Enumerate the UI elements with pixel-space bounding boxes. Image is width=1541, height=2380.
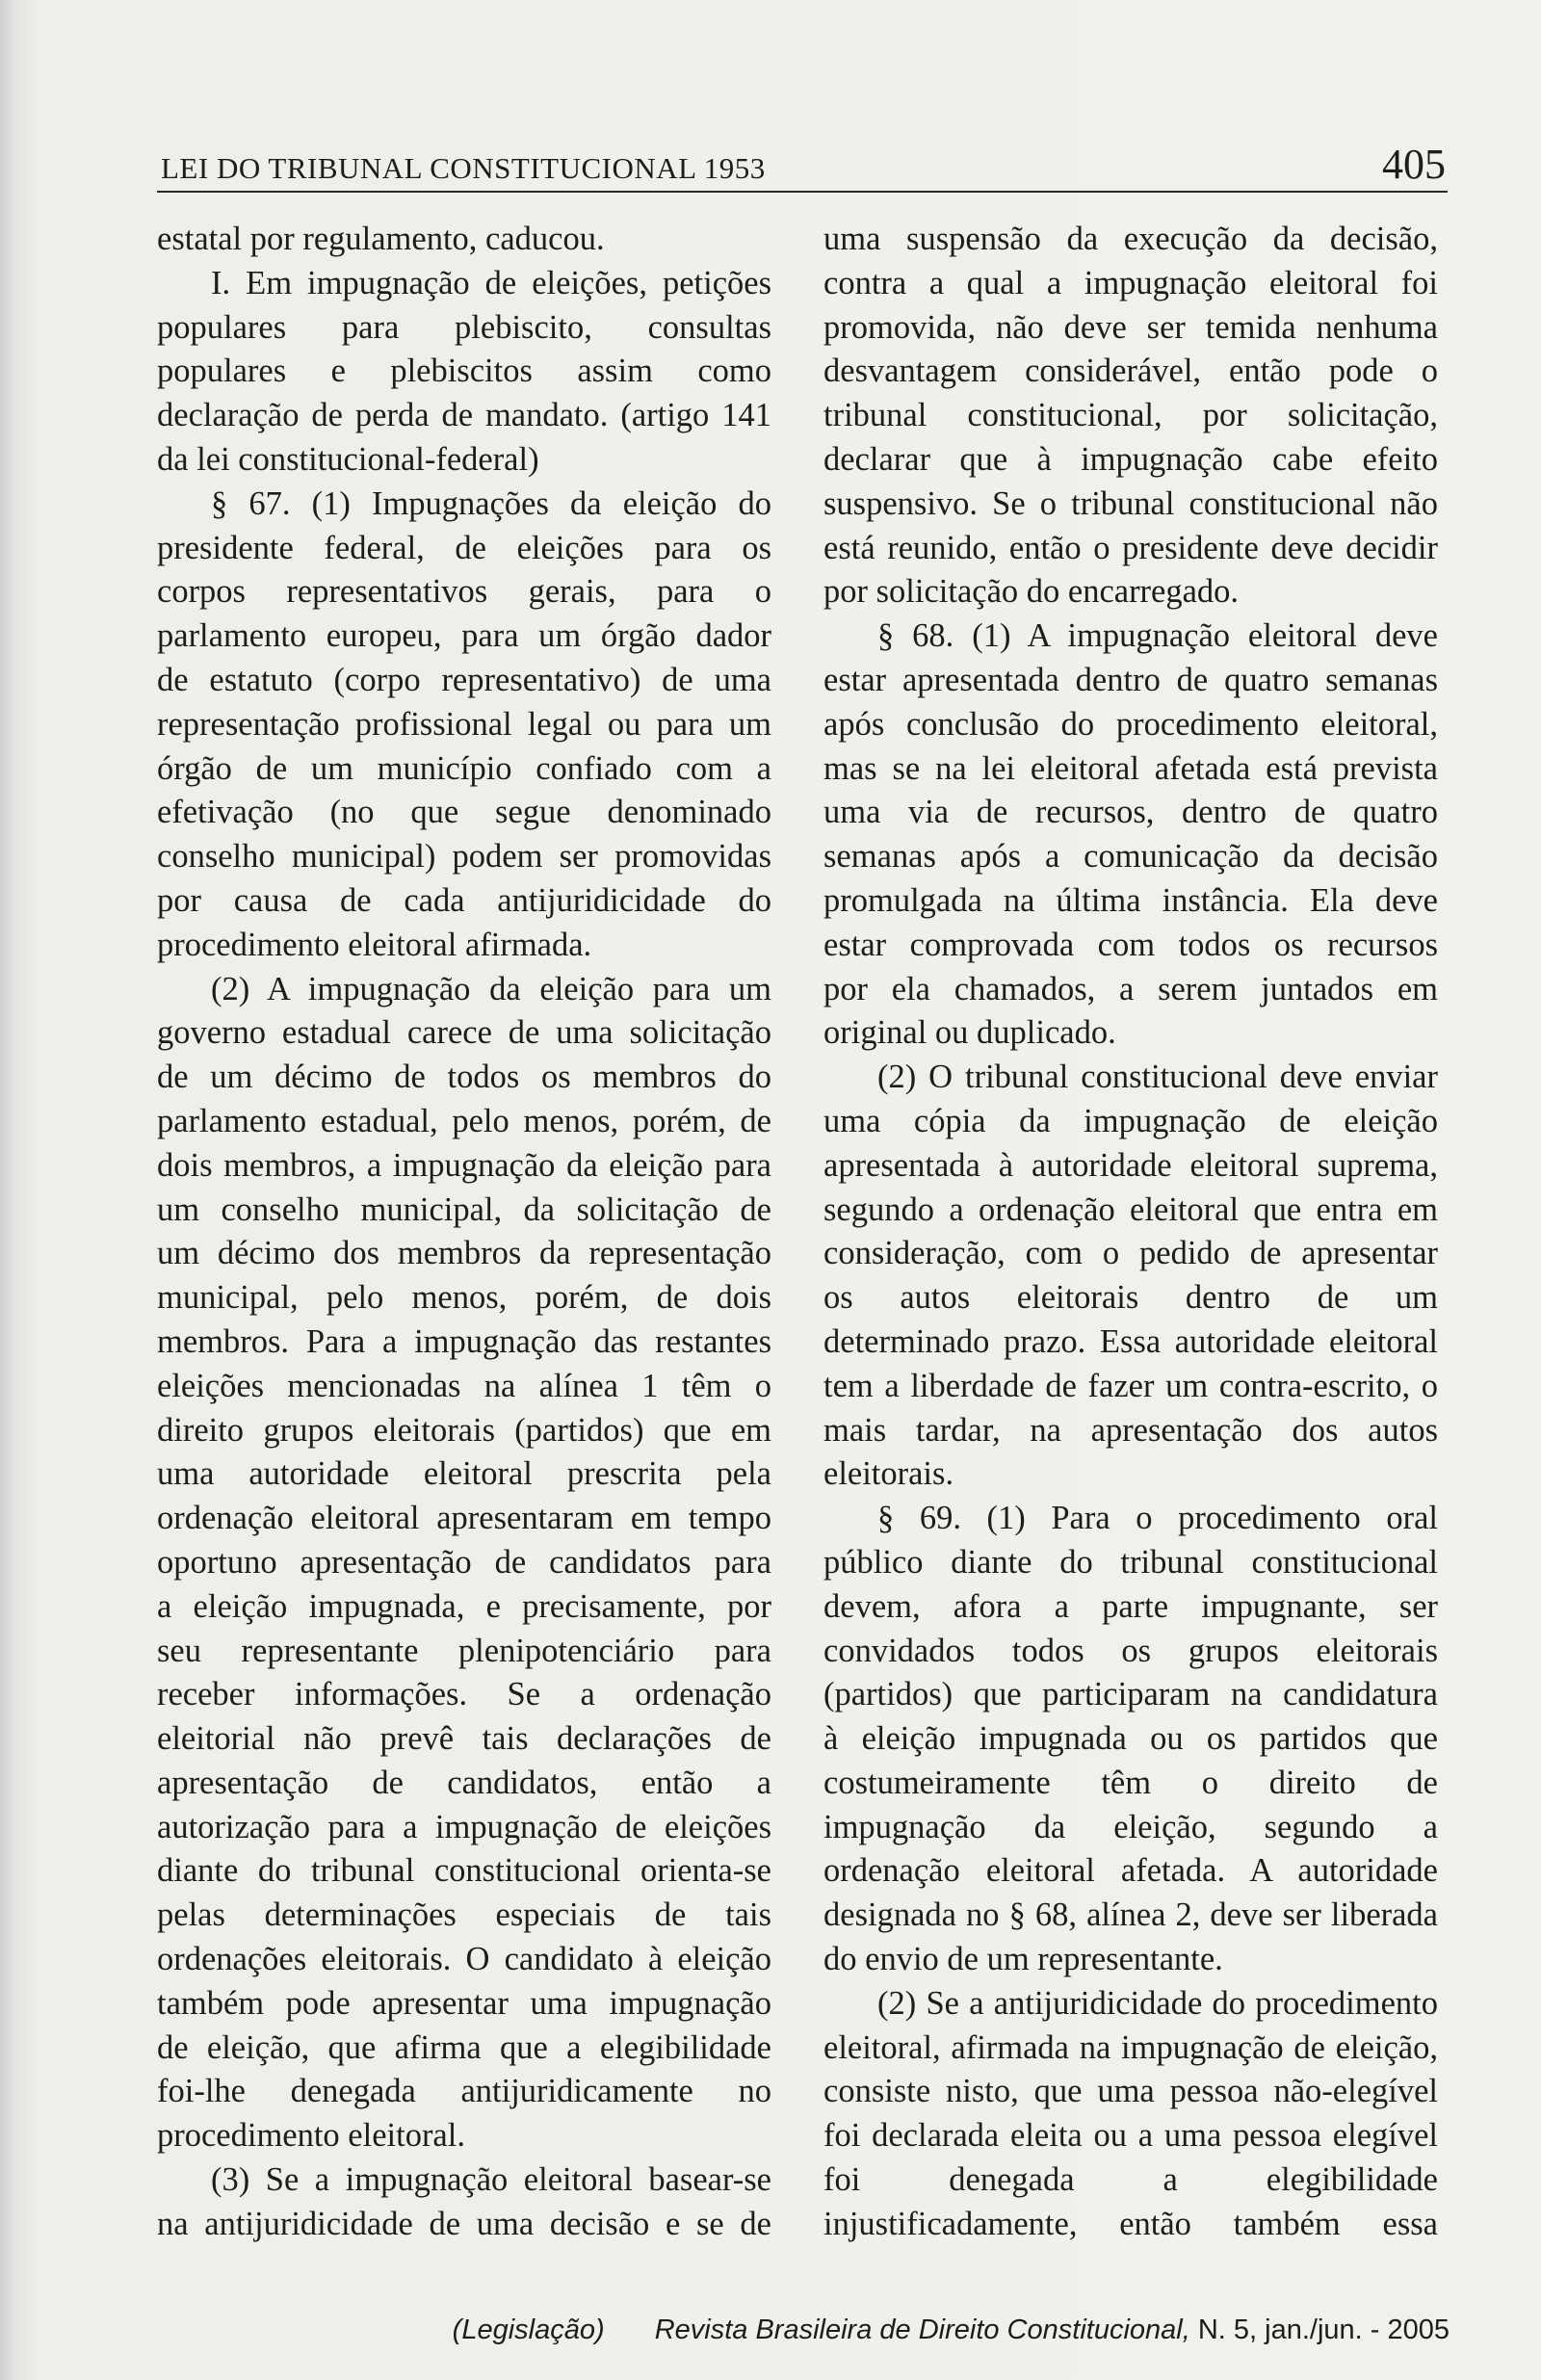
text-line: (3) Se a impugnação eleitoral basear-se	[211, 2161, 771, 2199]
text-line: um conselho municipal, da solicitação de	[157, 1190, 771, 1228]
text-line: eleições mencionadas na alínea 1 têm o	[157, 1367, 771, 1404]
text-line: (partidos) que participaram na candidatura	[823, 1676, 1438, 1713]
text-line: também pode apresentar uma impugnação	[157, 1984, 771, 2022]
text-line: seu representante plenipotenciário para	[157, 1632, 771, 1669]
text-line: costumeiramente têm o direito de	[823, 1764, 1438, 1801]
text-line: conselho municipal) podem ser promovidas	[157, 838, 771, 876]
text-line: I. Em impugnação de eleições, petições	[211, 264, 771, 301]
text-line: estar apresentada dentro de quatro semanas	[823, 661, 1438, 698]
text-line: autorização para a impugnação de eleições	[157, 1808, 771, 1845]
text-line: declaração de perda de mandato. (artigo 141	[157, 397, 771, 434]
text-line: procedimento eleitoral.	[157, 2117, 465, 2155]
text-line: parlamento estadual, pelo menos, porém, de	[157, 1102, 771, 1139]
footer-section: (Legislação)	[452, 2315, 605, 2345]
page-number: 405	[1382, 141, 1446, 188]
text-line: de eleição, que afirma que a elegibilidade	[157, 2028, 771, 2066]
text-line: membros. Para a impugnação das restantes	[157, 1322, 771, 1360]
text-line: representação profissional legal ou para um	[157, 705, 771, 743]
text-line: uma cópia da impugnação de eleição	[823, 1102, 1438, 1139]
text-line: desvantagem considerável, então pode o	[823, 353, 1438, 390]
text-line: § 67. (1) Impugnações da eleição do	[211, 484, 771, 522]
left-text-column	[157, 218, 771, 2247]
text-line: suspensivo. Se o tribunal constitucional não	[823, 484, 1438, 522]
text-line: mais tardar, na apresentação dos autos	[823, 1411, 1438, 1449]
text-line: designada no § 68, alínea 2, deve ser liberada	[823, 1896, 1438, 1934]
text-line: injustificadamente, então também essa	[823, 2205, 1438, 2242]
text-line: determinado prazo. Essa autoridade eleitoral	[823, 1322, 1438, 1360]
text-line: na antijuridicidade de uma decisão e se de	[157, 2205, 771, 2242]
footer-journal: Revista Brasileira de Direito Constitucional,	[654, 2315, 1190, 2345]
text-line: diante do tribunal constitucional orienta-se	[157, 1852, 771, 1890]
text-line: do envio de um representante.	[823, 1941, 1223, 1978]
text-line: segundo a ordenação eleitoral que entra em	[823, 1190, 1438, 1228]
text-line: foi denegada a elegibilidade	[823, 2161, 1438, 2199]
text-line: convidados todos os grupos eleitorais	[823, 1632, 1438, 1669]
text-line: uma suspensão da execução da decisão,	[823, 221, 1438, 257]
text-line: corpos representativos gerais, para o	[157, 573, 771, 611]
text-line: por solicitação do encarregado.	[823, 573, 1240, 611]
text-line: declarar que à impugnação cabe efeito	[823, 440, 1438, 478]
text-line: de estatuto (corpo representativo) de uma	[157, 661, 771, 698]
text-line: público diante do tribunal constitucional	[823, 1543, 1438, 1581]
text-line: uma autoridade eleitoral prescrita pela	[157, 1455, 771, 1493]
page-header	[157, 133, 1448, 193]
page-footer	[366, 2315, 1450, 2346]
text-line: apresentação de candidatos, então a	[157, 1764, 771, 1801]
text-line: estatal por regulamento, caducou.	[157, 221, 605, 257]
text-line: um décimo dos membros da representação	[157, 1235, 771, 1272]
text-line: eleitorial não prevê tais declarações de	[157, 1720, 771, 1758]
text-line: promulgada na última instância. Ela deve	[823, 881, 1438, 919]
running-title: LEI DO TRIBUNAL CONSTITUCIONAL 1953	[161, 151, 766, 185]
text-line: devem, afora a parte impugnante, ser	[823, 1587, 1438, 1625]
text-line: municipal, pelo menos, porém, de dois	[157, 1279, 771, 1317]
text-line: por causa de cada antijuridicidade do	[157, 881, 771, 919]
text-line: apresentada à autoridade eleitoral suprema,	[823, 1146, 1438, 1184]
text-line: por ela chamados, a serem juntados em	[823, 970, 1438, 1007]
text-line: § 68. (1) A impugnação eleitoral deve	[877, 617, 1438, 655]
text-line: parlamento europeu, para um órgão dador	[157, 617, 771, 655]
text-line: receber informações. Se a ordenação	[157, 1676, 771, 1713]
text-line: à eleição impugnada ou os partidos que	[823, 1720, 1438, 1758]
text-line: ordenação eleitoral apresentaram em tempo	[157, 1500, 771, 1537]
text-line: mas se na lei eleitoral afetada está prevista	[823, 749, 1438, 787]
text-line: contra a qual a impugnação eleitoral foi	[823, 264, 1438, 301]
text-line: de um décimo de todos os membros do	[157, 1059, 771, 1096]
text-line: populares para plebiscito, consultas	[157, 308, 771, 346]
text-line: § 69. (1) Para o procedimento oral	[877, 1500, 1438, 1537]
text-line: consideração, com o pedido de apresentar	[823, 1235, 1438, 1272]
text-line: dois membros, a impugnação da eleição para	[157, 1146, 771, 1184]
text-line: eleitorais.	[823, 1455, 954, 1493]
text-line: semanas após a comunicação da decisão	[823, 838, 1438, 876]
text-line: consiste nisto, que uma pessoa não-elegível	[823, 2073, 1438, 2110]
text-line: procedimento eleitoral afirmada.	[157, 926, 592, 963]
text-line: pelas determinações especiais de tais	[157, 1896, 771, 1934]
text-line: populares e plebiscitos assim como	[157, 353, 771, 390]
text-line: tem a liberdade de fazer um contra-escrito, o	[823, 1367, 1438, 1404]
text-line: após conclusão do procedimento eleitoral,	[823, 705, 1438, 743]
text-line: tribunal constitucional, por solicitação,	[823, 397, 1438, 434]
text-line: promovida, não deve ser temida nenhuma	[823, 308, 1438, 346]
text-line: os autos eleitorais dentro de um	[823, 1279, 1438, 1317]
text-line: presidente federal, de eleições para os	[157, 529, 771, 566]
text-line: está reunido, então o presidente deve decidir	[823, 529, 1438, 566]
text-line: efetivação (no que segue denominado	[157, 794, 771, 831]
text-line: direito grupos eleitorais (partidos) que em	[157, 1411, 771, 1449]
text-line: (2) A impugnação da eleição para um	[211, 970, 771, 1007]
text-line: original ou duplicado.	[823, 1014, 1116, 1052]
text-line: foi declarada eleita ou a uma pessoa elegível	[823, 2117, 1438, 2155]
text-line: (2) Se a antijuridicidade do procedimento	[877, 1984, 1438, 2022]
text-line: da lei constitucional-federal)	[157, 440, 539, 478]
text-line: governo estadual carece de uma solicitação	[157, 1014, 771, 1052]
text-line: (2) O tribunal constitucional deve enviar	[877, 1059, 1438, 1096]
text-line: oportuno apresentação de candidatos para	[157, 1543, 771, 1581]
text-line: ordenações eleitorais. O candidato à eleição	[157, 1941, 771, 1978]
footer-issue: N. 5, jan./jun. - 2005	[1197, 2315, 1450, 2345]
text-line: uma via de recursos, dentro de quatro	[823, 794, 1438, 831]
text-line: órgão de um município confiado com a	[157, 749, 771, 787]
text-line: ordenação eleitoral afetada. A autoridade	[823, 1852, 1438, 1890]
right-text-column	[823, 218, 1438, 2247]
text-line: a eleição impugnada, e precisamente, por	[157, 1587, 771, 1625]
text-line: impugnação da eleição, segundo a	[823, 1808, 1438, 1845]
text-line: eleitoral, afirmada na impugnação de eleição,	[823, 2028, 1438, 2066]
text-line: foi-lhe denegada antijuridicamente no	[157, 2073, 771, 2110]
text-line: estar comprovada com todos os recursos	[823, 926, 1438, 963]
